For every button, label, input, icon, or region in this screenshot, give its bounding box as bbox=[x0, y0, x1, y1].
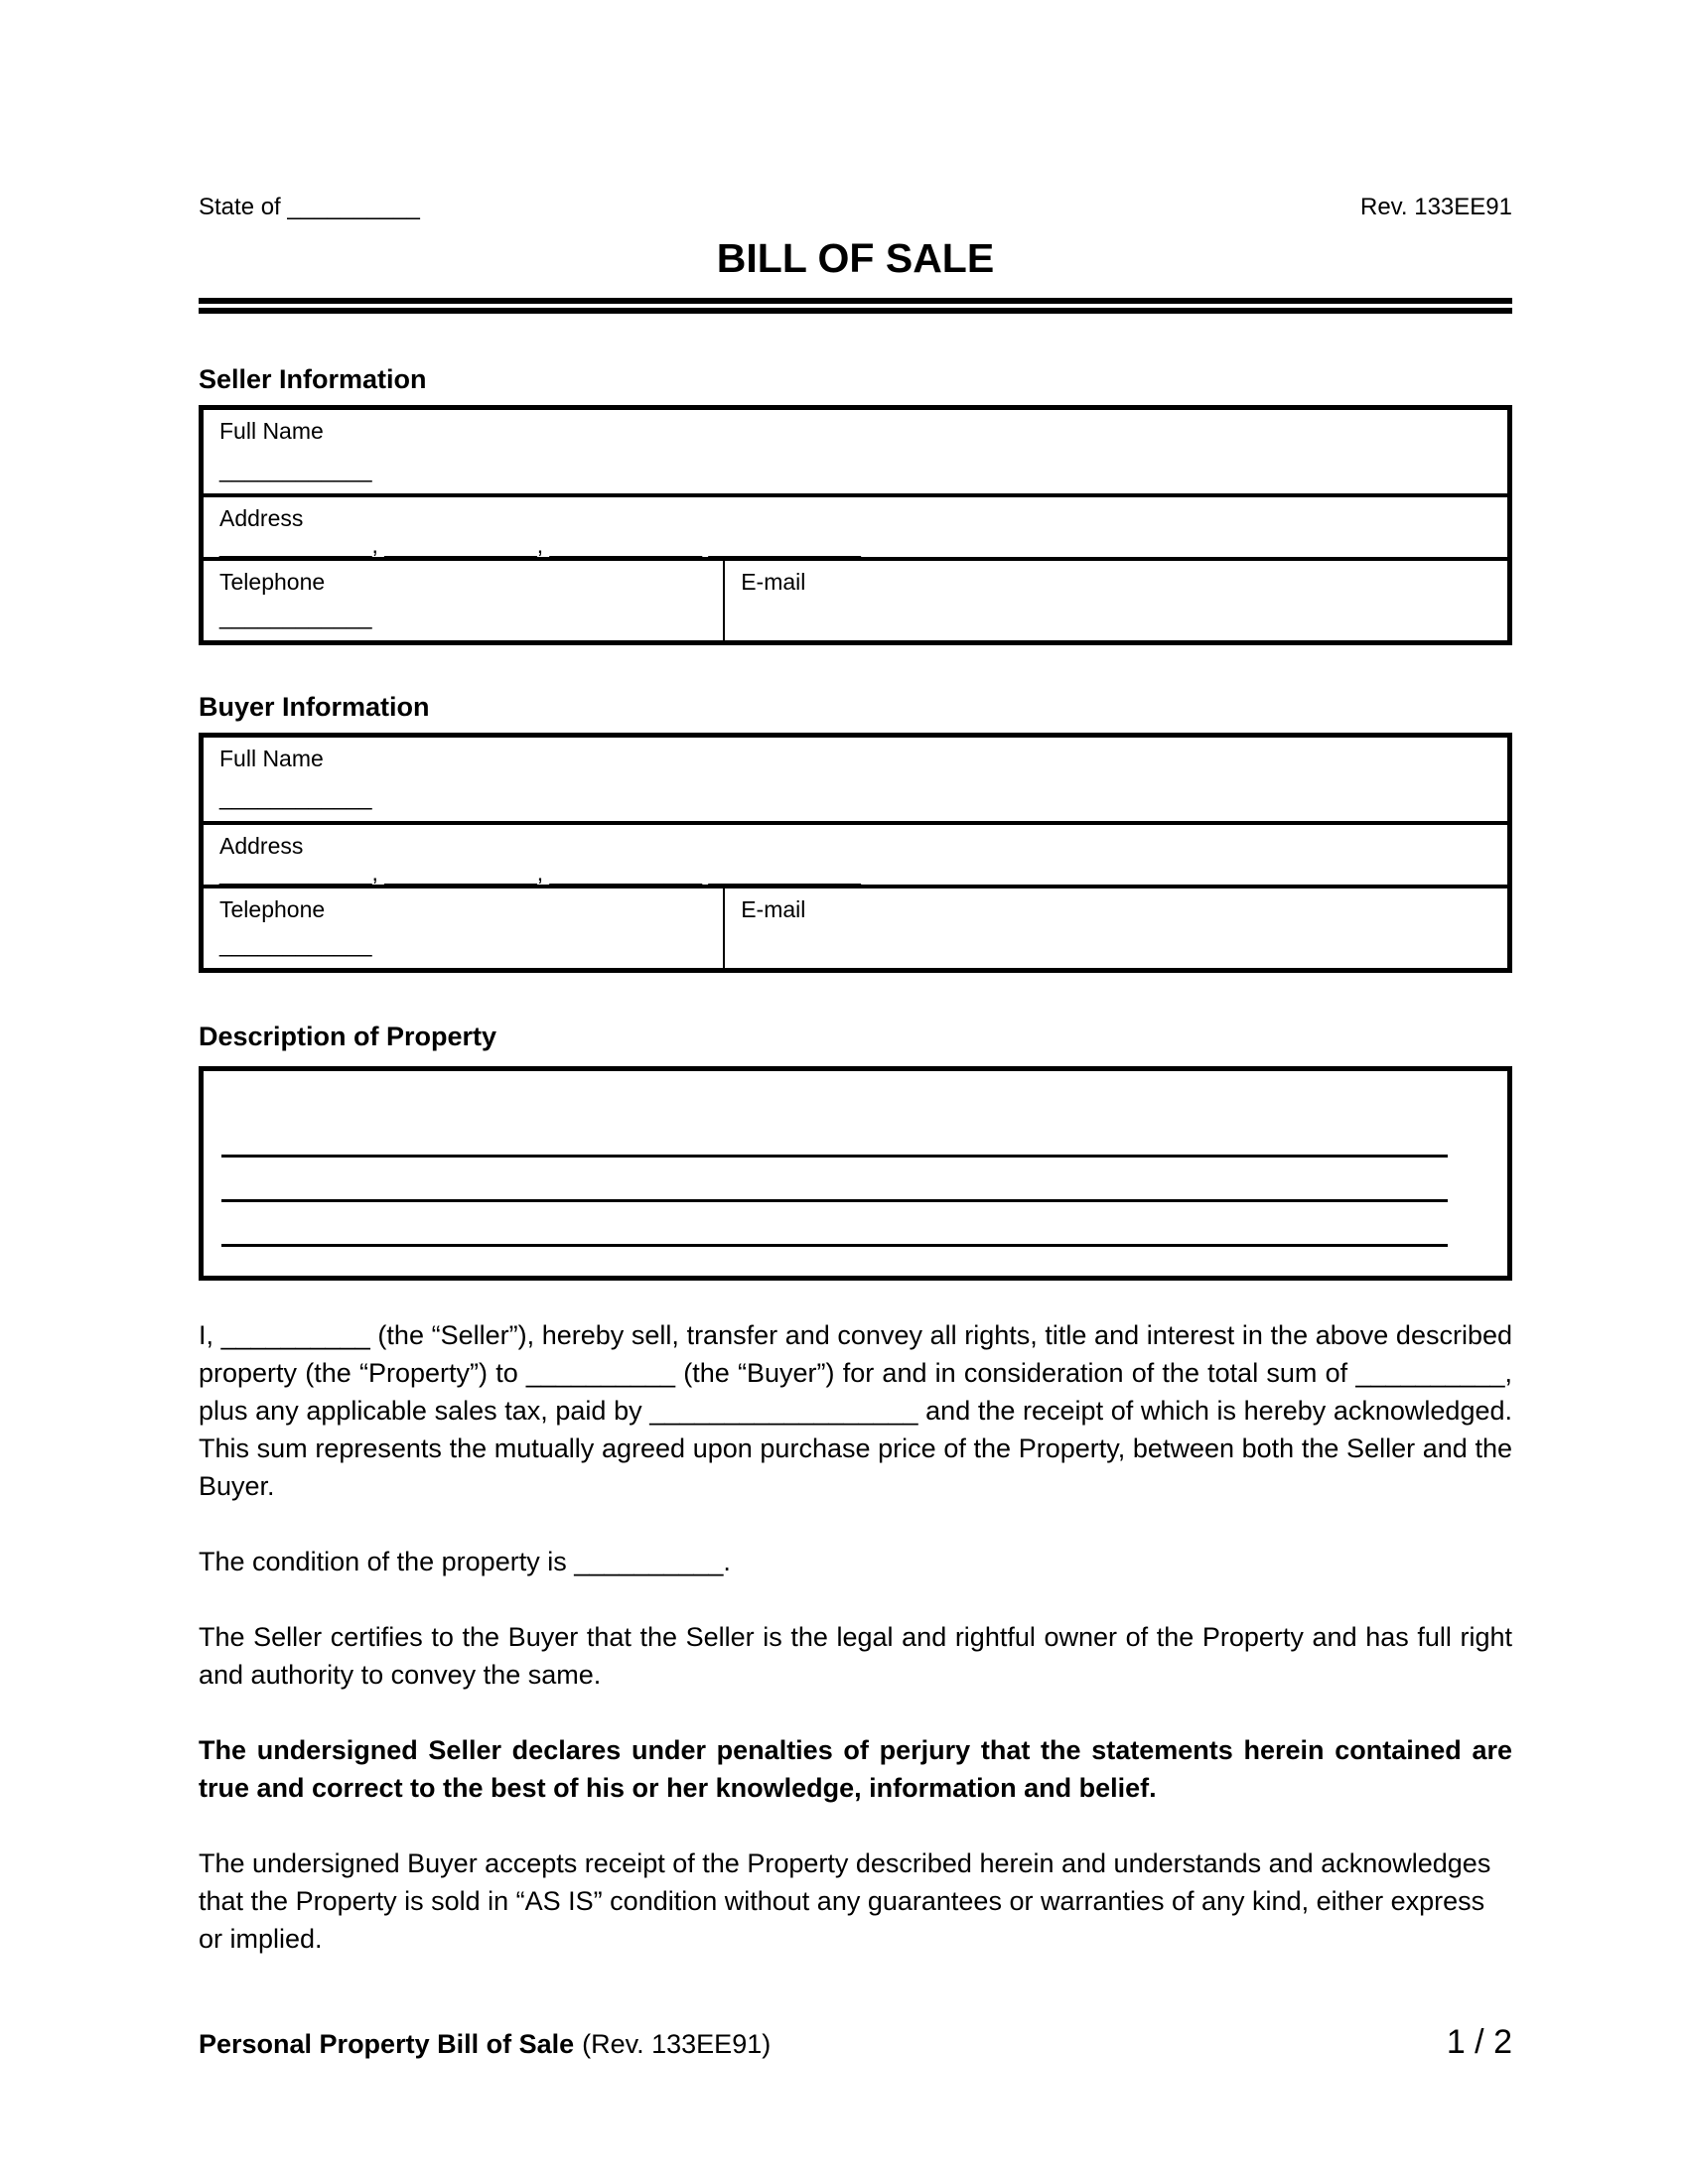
footer-doc-rev: (Rev. 133EE91) bbox=[582, 2029, 772, 2059]
seller-section-heading: Seller Information bbox=[199, 364, 427, 394]
perjury-declaration-paragraph: The undersigned Seller declares under penalties of perjury that the statements herein contained are true and correct to the best of his or her knowledge, information and belief. bbox=[199, 1735, 1512, 1803]
seller-address-blank-line: ____________, ____________, ____________ ____________ bbox=[219, 532, 861, 558]
seller-telephone-cell bbox=[204, 561, 725, 640]
state-of-blank-line: State of __________ bbox=[199, 194, 420, 220]
revision-code: Rev. 133EE91 bbox=[1360, 194, 1512, 220]
seller-info-table bbox=[199, 405, 1512, 645]
description-blank-line bbox=[221, 1202, 1448, 1247]
footer-page-number: 1 / 2 bbox=[1446, 2023, 1512, 2061]
description-blank-line bbox=[221, 1071, 1448, 1158]
page-top-line bbox=[199, 194, 1512, 221]
buyer-address-cell bbox=[204, 821, 1507, 885]
ownership-certification-paragraph: The Seller certifies to the Buyer that the Seller is the legal and rightful owner of the Property and has full right and authority to convey the same. bbox=[199, 1622, 1512, 1690]
buyer-contact-row bbox=[204, 885, 1507, 968]
as-is-acceptance-paragraph: The undersigned Buyer accepts receipt of the Property described herein and understands and acknowledges that the Property is sold in “AS IS” condition without any guarantees or warranties of any kind, either express or implied. bbox=[199, 1848, 1491, 1954]
description-section-heading: Description of Property bbox=[199, 1022, 497, 1051]
buyer-section-heading: Buyer Information bbox=[199, 692, 430, 722]
condition-paragraph: The condition of the property is __________. bbox=[199, 1547, 731, 1576]
title-divider-rule bbox=[199, 298, 1512, 314]
seller-email-cell bbox=[725, 561, 1507, 640]
document-title: BILL OF SALE bbox=[716, 235, 995, 281]
seller-contact-row bbox=[204, 557, 1507, 640]
buyer-full-name-cell bbox=[204, 738, 1507, 821]
seller-telephone-label: Telephone bbox=[219, 569, 326, 595]
buyer-info-table bbox=[199, 733, 1512, 973]
buyer-email-label: E-mail bbox=[741, 896, 806, 922]
seller-full-name-cell bbox=[204, 410, 1507, 493]
buyer-address-label: Address bbox=[219, 833, 304, 859]
buyer-address-blank-line: ____________, ____________, ____________ ____________ bbox=[219, 860, 861, 886]
buyer-telephone-blank-line: ____________ bbox=[219, 931, 372, 957]
seller-address-label: Address bbox=[219, 505, 304, 531]
body-copy bbox=[199, 1316, 1512, 1958]
footer-doc-name bbox=[199, 2028, 771, 2060]
footer-doc-name-bold: Personal Property Bill of Sale bbox=[199, 2029, 575, 2059]
seller-email-label: E-mail bbox=[741, 569, 806, 595]
buyer-full-name-label: Full Name bbox=[219, 746, 324, 771]
buyer-email-cell bbox=[725, 888, 1507, 968]
buyer-telephone-label: Telephone bbox=[219, 896, 326, 922]
buyer-telephone-cell bbox=[204, 888, 725, 968]
description-box bbox=[199, 1066, 1512, 1281]
sale-declaration-paragraph: I, __________ (the “Seller”), hereby sell, transfer and convey all rights, title and interest in the above described property (the “Property”) to __________ (the “Buyer”) for and in consideration of the total sum of __________, plus any applicable sales tax, paid by __________________ and the receipt of which is hereby acknowledged. This sum represents the mutually agreed upon purchase price of the Property, between both the Seller and the Buyer. bbox=[199, 1320, 1512, 1501]
seller-address-cell bbox=[204, 493, 1507, 557]
page-footer bbox=[199, 2023, 1512, 2061]
buyer-full-name-blank-line: ____________ bbox=[219, 784, 372, 810]
description-blank-line bbox=[221, 1158, 1448, 1202]
seller-telephone-blank-line: ____________ bbox=[219, 604, 372, 629]
seller-full-name-label: Full Name bbox=[219, 418, 324, 444]
seller-full-name-blank-line: ____________ bbox=[219, 457, 372, 482]
